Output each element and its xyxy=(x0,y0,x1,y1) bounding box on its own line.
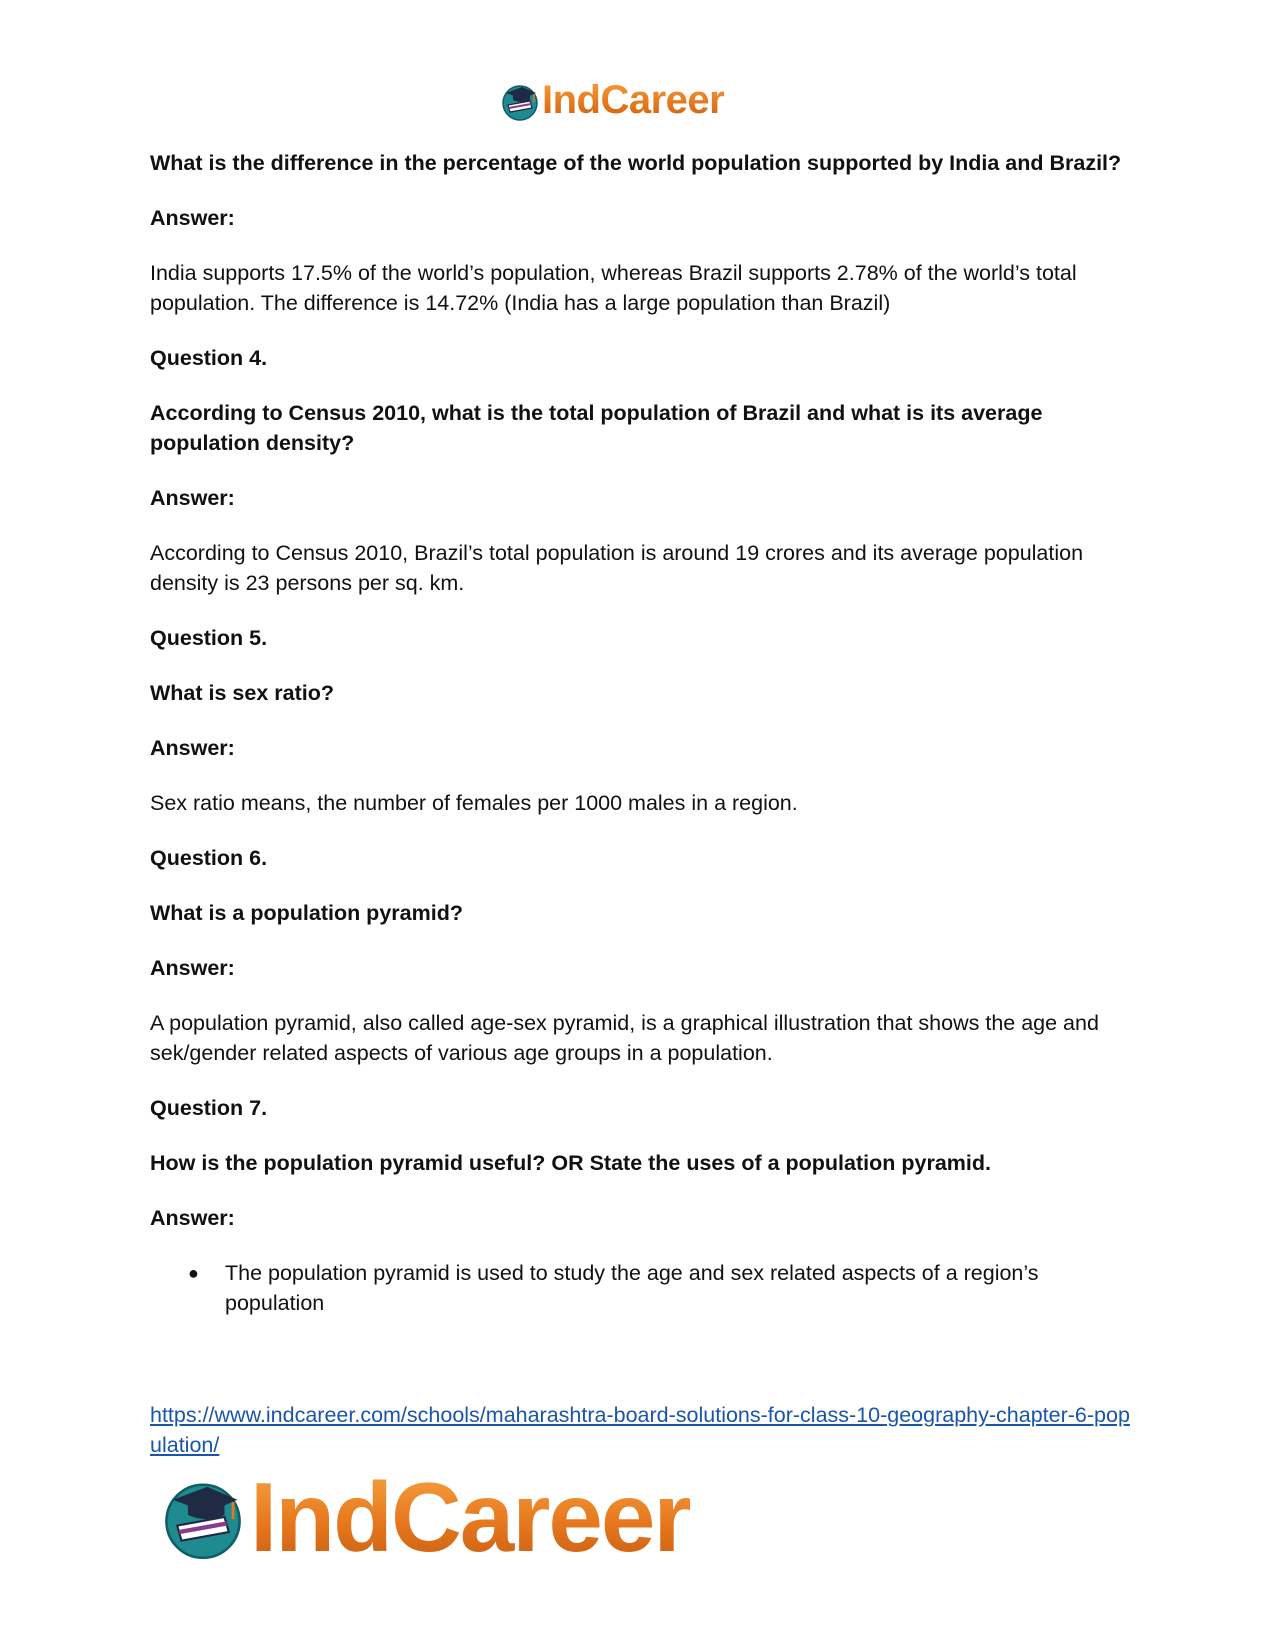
answer-7-list xyxy=(150,1258,1130,1318)
graduation-cap-book-globe-icon xyxy=(160,1474,246,1560)
answer-label: Answer: xyxy=(150,736,235,760)
question-7-text: How is the population pyramid useful? OR State the uses of a population pyramid. xyxy=(150,1151,991,1175)
document-body xyxy=(150,148,1130,1343)
answer-label: Answer: xyxy=(150,206,235,230)
indcareer-logo-footer xyxy=(160,1462,690,1572)
question-6-text: What is a population pyramid? xyxy=(150,901,463,925)
list-item-text: The population pyramid is used to study the age and sex related aspects of a region’s population xyxy=(225,1261,1039,1315)
answer-4-text: According to Census 2010, Brazil’s total population is around 19 crores and its average population density is 23 persons per sq. km. xyxy=(150,541,1084,595)
answer-3-text: India supports 17.5% of the world’s population, whereas Brazil supports 2.78% of the world’s total population. The difference is 14.72% (India has a large population than Brazil) xyxy=(150,261,1077,315)
brand-wordmark: IndCareer xyxy=(250,1462,690,1572)
question-3-text: What is the difference in the percentage of the world population supported by India and Brazil? xyxy=(150,151,1122,175)
question-4-text: According to Census 2010, what is the total population of Brazil and what is its average population density? xyxy=(150,401,1043,455)
answer-6-text: A population pyramid, also called age-sex pyramid, is a graphical illustration that shows the age and sek/gender related aspects of various age groups in a population. xyxy=(150,1011,1099,1065)
answer-label: Answer: xyxy=(150,956,235,980)
indcareer-logo-header xyxy=(500,78,724,123)
answer-label: Answer: xyxy=(150,486,235,510)
answer-5-text: Sex ratio means, the number of females per 1000 males in a region. xyxy=(150,791,798,815)
list-item xyxy=(150,1258,1130,1318)
bullet-icon: ● xyxy=(188,1263,199,1283)
brand-wordmark: IndCareer xyxy=(542,78,725,122)
question-6-label: Question 6. xyxy=(150,846,268,870)
graduation-cap-book-globe-icon xyxy=(500,81,540,121)
source-url-link[interactable]: https://www.indcareer.com/schools/maharashtra-board-solutions-for-class-10-geography-chapter-6-population/ xyxy=(150,1403,1130,1457)
question-5-text: What is sex ratio? xyxy=(150,681,334,705)
answer-label: Answer: xyxy=(150,1206,235,1230)
question-5-label: Question 5. xyxy=(150,626,268,650)
question-7-label: Question 7. xyxy=(150,1096,268,1120)
question-4-label: Question 4. xyxy=(150,346,268,370)
